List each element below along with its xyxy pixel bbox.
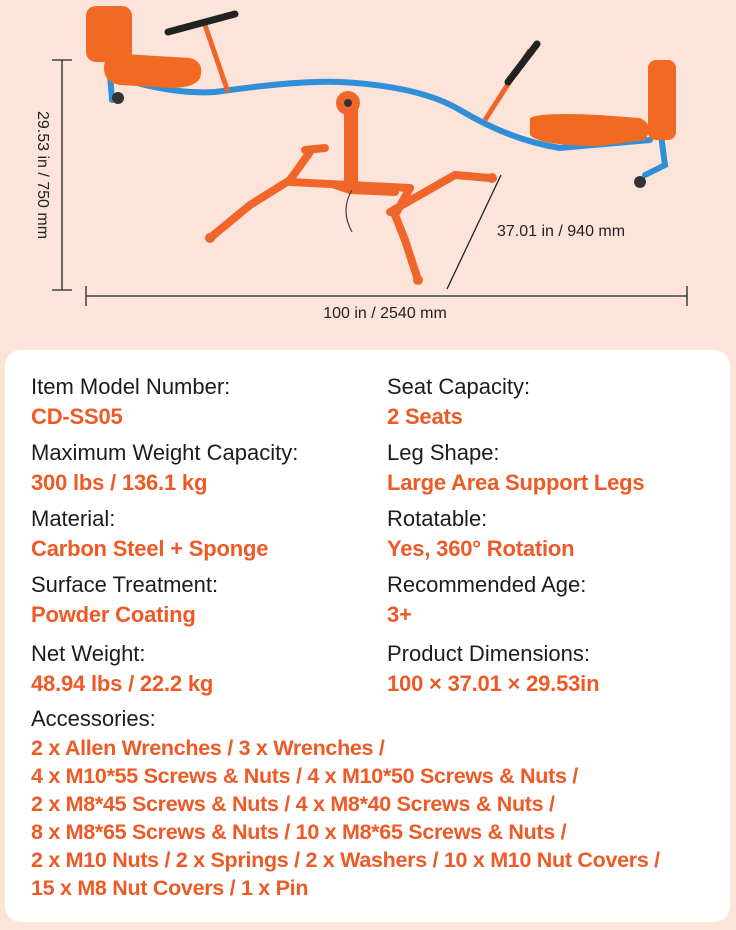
spec-leg-shape: [387, 438, 727, 498]
spec-label: Seat Capacity:: [387, 374, 531, 399]
spec-label: Product Dimensions:: [387, 641, 590, 666]
width-dimension-label: 100 in / 2540 mm: [323, 305, 447, 322]
spec-material: [31, 504, 376, 564]
height-dimension: [52, 60, 72, 290]
spec-value: CD-SS05: [31, 404, 123, 429]
spec-label: Net Weight:: [31, 641, 146, 666]
accessories-line: 2 x M8*45 Screws & Nuts / 4 x M8*40 Screws & Nuts /: [31, 792, 555, 816]
spec-label: Item Model Number:: [31, 374, 231, 399]
spec-value: Large Area Support Legs: [387, 470, 645, 495]
spec-value: 2 Seats: [387, 404, 463, 429]
spec-rotatable: [387, 504, 727, 564]
depth-dimension-label: 37.01 in / 940 mm: [497, 223, 626, 240]
spec-recommended-age: [387, 570, 727, 630]
specs-left-column: [31, 372, 376, 699]
spec-label: Rotatable:: [387, 506, 488, 531]
spec-net-weight: [31, 639, 376, 699]
spec-value: Powder Coating: [31, 602, 196, 627]
spec-surface-treatment: [31, 570, 376, 630]
spec-value: Yes, 360° Rotation: [387, 536, 575, 561]
spec-value: 48.94 lbs / 22.2 kg: [31, 671, 214, 696]
spec-seat-capacity: [387, 372, 727, 432]
height-dimension-label: 29.53 in / 750 mm: [34, 110, 51, 240]
accessories-line: 2 x Allen Wrenches / 3 x Wrenches /: [31, 736, 385, 760]
spec-label: Surface Treatment:: [31, 572, 219, 597]
spec-label: Material:: [31, 506, 116, 531]
spec-value: 300 lbs / 136.1 kg: [31, 470, 208, 495]
spec-weight-capacity: [31, 438, 376, 498]
accessories-line: 15 x M8 Nut Covers / 1 x Pin: [31, 876, 309, 900]
spec-label: Maximum Weight Capacity:: [31, 440, 299, 465]
specs-right-column: [387, 372, 727, 699]
spec-model-number: [31, 372, 376, 432]
specifications-card: [5, 350, 730, 922]
accessories-line: 2 x M10 Nuts / 2 x Springs / 2 x Washers / 10 x M10 Nut Covers /: [31, 848, 660, 872]
depth-dimension: [447, 175, 501, 289]
accessories-section: [31, 704, 731, 902]
width-dimension: [86, 286, 687, 306]
right-handle: [485, 44, 537, 120]
spec-product-dimensions: [387, 639, 727, 699]
spec-label: Leg Shape:: [387, 440, 500, 465]
spec-value: 100 × 37.01 × 29.53in: [387, 671, 600, 696]
spec-label: Recommended Age:: [387, 572, 587, 597]
spec-value: Carbon Steel + Sponge: [31, 536, 269, 561]
center-post: [336, 91, 360, 232]
seesaw-product-illustration: [0, 0, 736, 340]
accessories-line: 4 x M10*55 Screws & Nuts / 4 x M10*50 Screws & Nuts /: [31, 764, 578, 788]
accessories-label: Accessories:: [31, 706, 156, 731]
spec-value: 3+: [387, 602, 412, 627]
accessories-line: 8 x M8*65 Screws & Nuts / 10 x M8*65 Screws & Nuts /: [31, 820, 567, 844]
